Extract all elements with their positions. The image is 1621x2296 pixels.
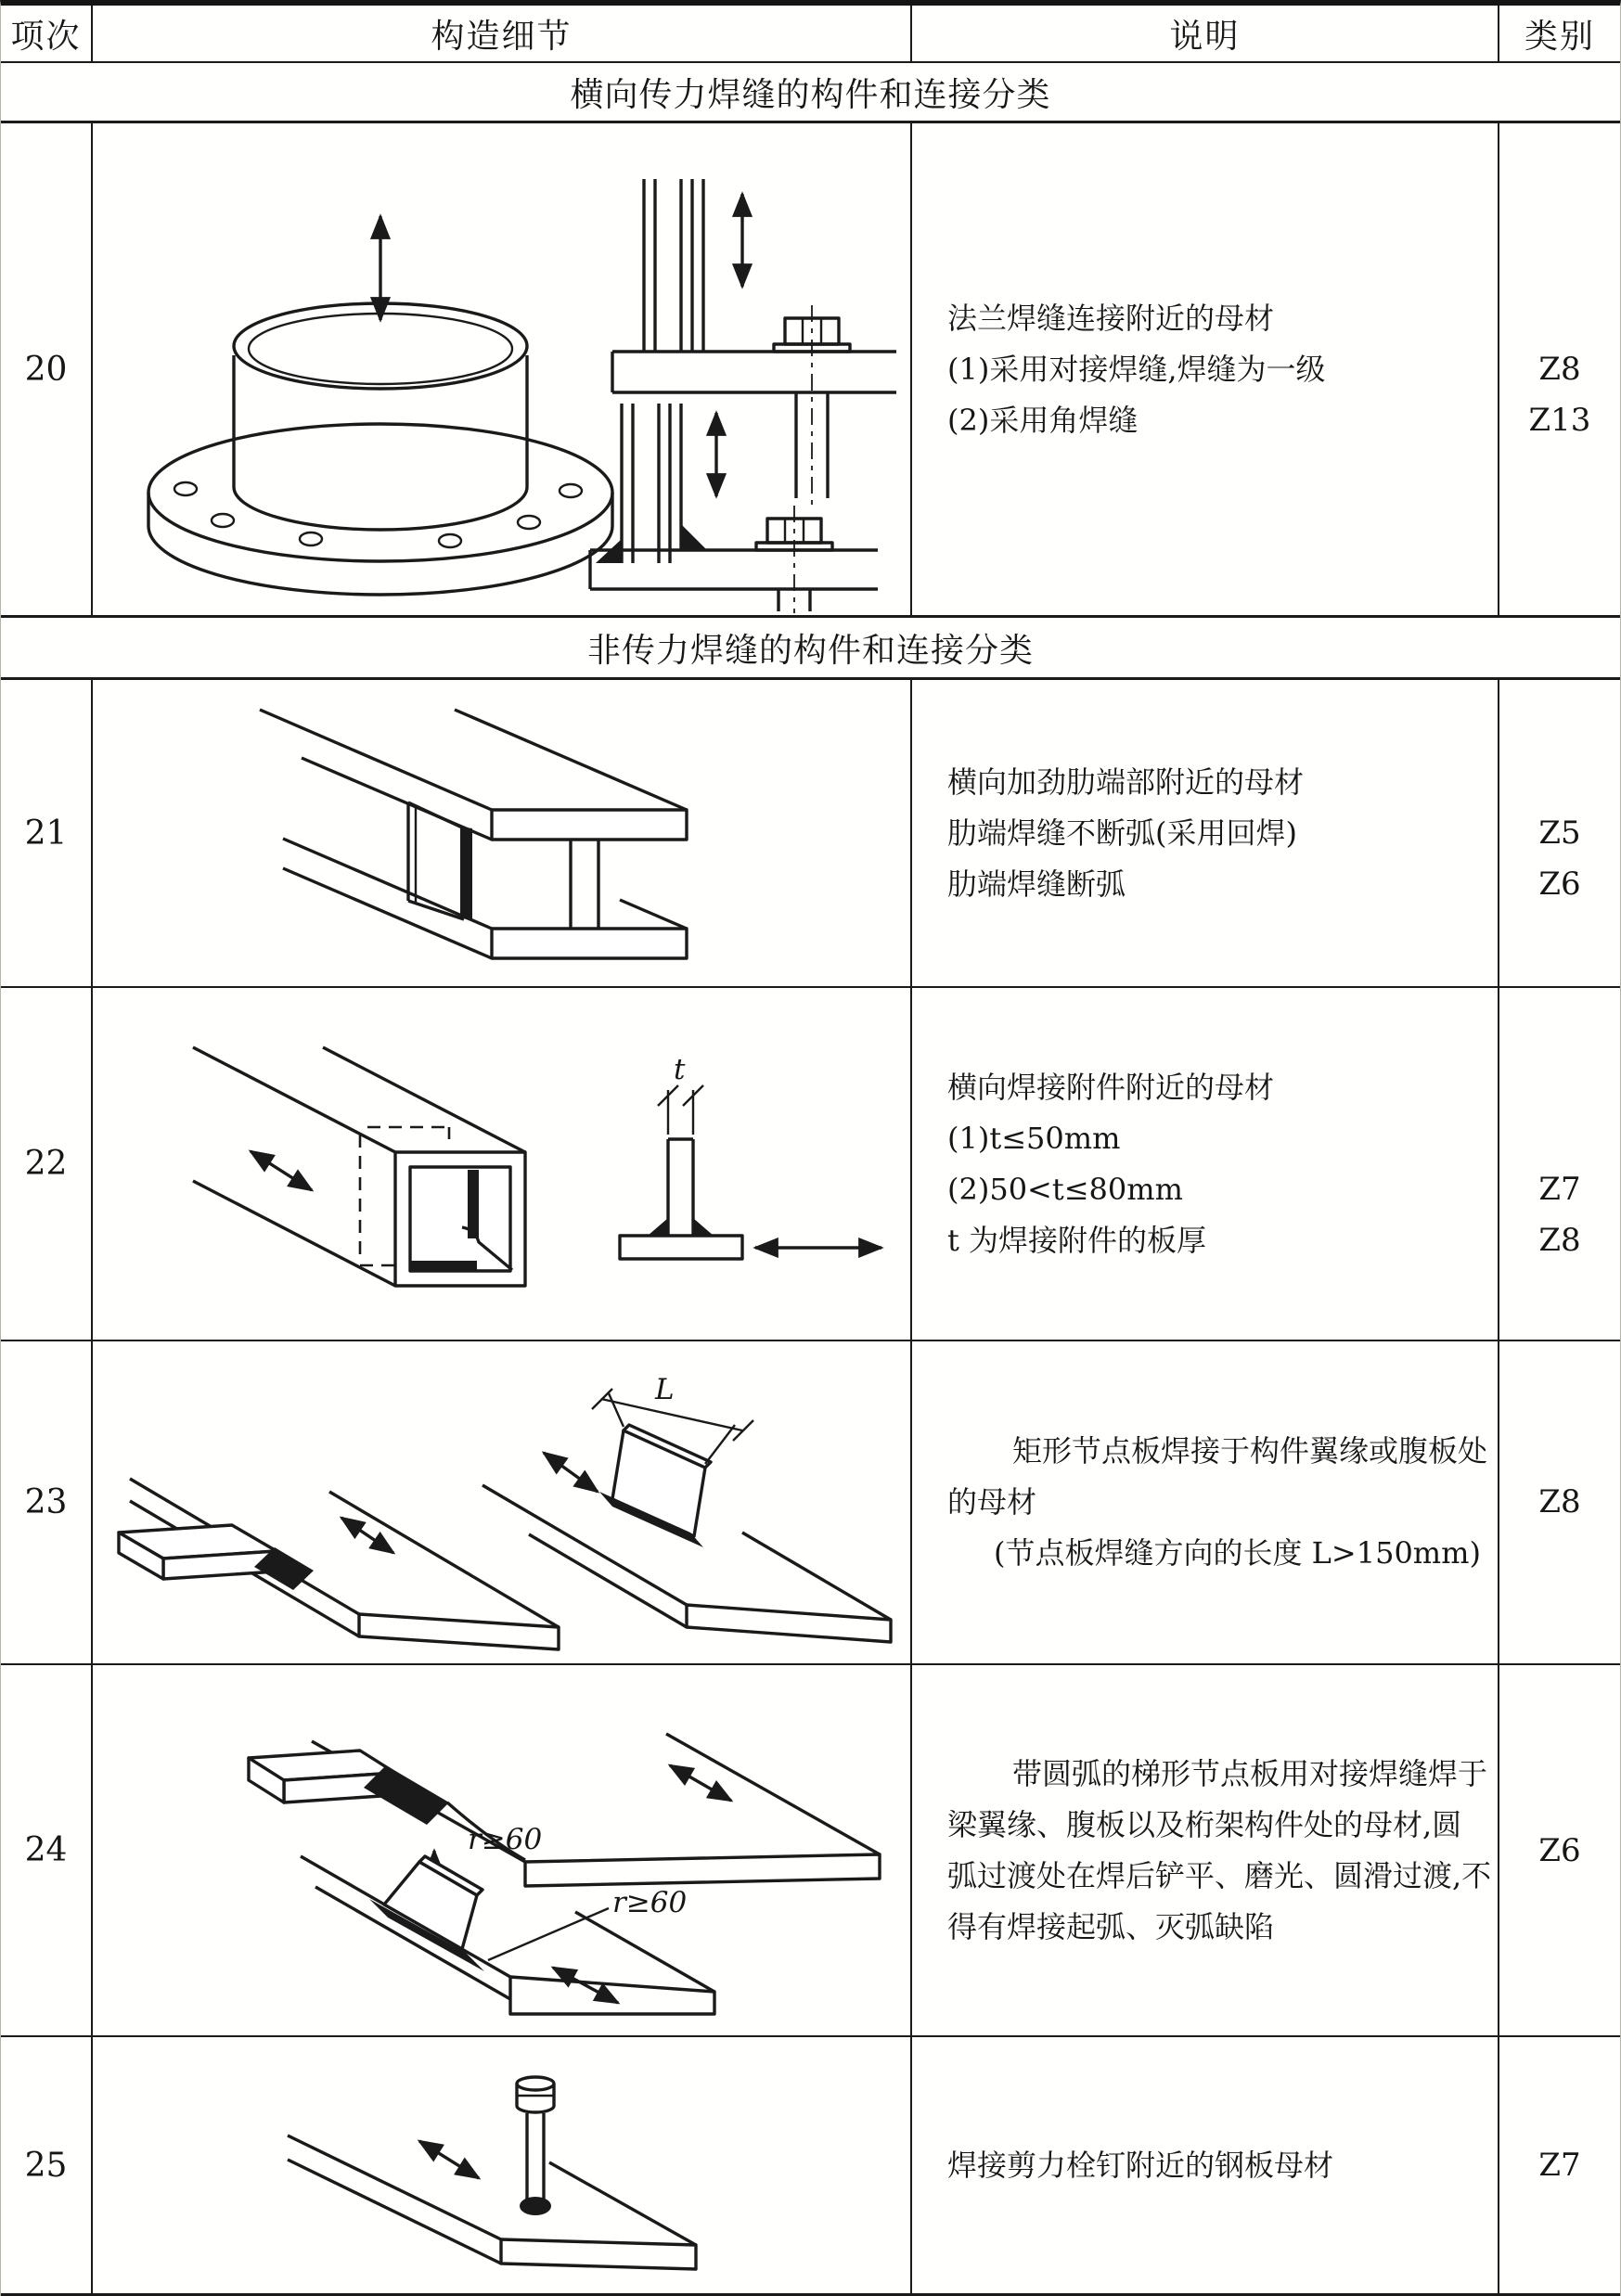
item-number: 22 <box>1 988 93 1340</box>
category-value <box>1555 1724 1564 1775</box>
table-row <box>1 988 1620 1341</box>
fillet-weld-mark <box>693 1218 714 1236</box>
description-cell <box>912 988 1499 1340</box>
item-number: 20 <box>1 123 93 615</box>
category-value: Z6 <box>1538 865 1581 903</box>
load-arrow-icon <box>419 2141 479 2178</box>
description-line: t 为焊接附件的板厚 <box>947 1222 1207 1258</box>
stud-weld-mark <box>520 2197 551 2215</box>
item-number: 21 <box>1 680 93 986</box>
description-line: 带圆弧的梯形节点板用对接焊缝焊于 <box>1012 1755 1488 1791</box>
shear-stud-diagram <box>93 2037 910 2293</box>
category-cell <box>1499 1341 1620 1663</box>
description-line: 得有焊接起弧、灭弧缺陷 <box>947 1908 1275 1944</box>
length-label: L <box>655 1373 675 1406</box>
category-cell <box>1499 988 1620 1340</box>
item-number: 23 <box>1 1341 93 1663</box>
category-value: Z8 <box>1538 350 1581 388</box>
category-value <box>1555 757 1564 808</box>
header-description: 说明 <box>912 6 1499 61</box>
category-value: Z8 <box>1538 1221 1581 1259</box>
flange-weld-connection-diagram <box>93 123 910 615</box>
header-category: 类别 <box>1524 17 1595 56</box>
category-value: Z6 <box>1538 1831 1581 1869</box>
description-line: 肋端焊缝不断弧(采用回焊) <box>947 815 1297 851</box>
category-value: Z7 <box>1538 1170 1581 1208</box>
category-value: Z7 <box>1538 2146 1581 2184</box>
description-cell <box>912 1341 1499 1663</box>
thickness-label: t <box>674 1053 686 1086</box>
category-value <box>1555 1062 1564 1113</box>
table-header-row <box>1 6 1620 63</box>
table-row <box>1 680 1620 988</box>
load-arrow-icon <box>341 1518 393 1553</box>
description-cell <box>912 2037 1499 2293</box>
description-cell <box>912 123 1499 615</box>
category-cell <box>1499 680 1620 986</box>
item-number: 24 <box>1 1665 93 2035</box>
diagram-cell <box>93 123 912 615</box>
description-line: (1)t≤50mm <box>947 1120 1121 1156</box>
description-line: 焊接剪力栓钉附近的钢板母材 <box>947 2147 1334 2183</box>
radius-label: r≥60 <box>468 1823 543 1856</box>
category-value <box>1555 293 1564 344</box>
description-line: 法兰焊缝连接附近的母材 <box>947 300 1275 336</box>
description-line: (2)50<t≤80mm <box>947 1171 1183 1207</box>
header-construction-detail: 构造细节 <box>93 6 912 61</box>
category-value <box>1555 1426 1564 1477</box>
description-line: 肋端焊缝断弧 <box>947 866 1126 902</box>
category-value <box>1555 1877 1564 1928</box>
description-line: (节点板焊缝方向的长度 L>150mm) <box>994 1535 1481 1571</box>
category-value <box>1555 1528 1564 1579</box>
description-line: 梁翼缘、腹板以及桁架构件处的母材,圆 <box>947 1806 1462 1842</box>
header-item-no: 项次 <box>1 6 93 61</box>
category-cell <box>1499 2037 1620 2293</box>
description-line: 的母材 <box>947 1484 1037 1520</box>
section-title-non-load-welds: 非传力焊缝的构件和连接分类 <box>1 618 1620 680</box>
description-cell <box>912 1665 1499 2035</box>
description-line: 弧过渡处在焊后铲平、磨光、圆滑过渡,不 <box>947 1857 1492 1893</box>
stiffener-weld-mark <box>460 827 472 921</box>
table-row <box>1 2037 1620 2296</box>
load-arrow-icon <box>251 1151 312 1190</box>
diagram-cell <box>93 988 912 1340</box>
attachment-weld-mark <box>410 1261 477 1271</box>
table-row <box>1 1665 1620 2037</box>
category-value: Z13 <box>1528 401 1591 439</box>
ibeam-stiffener-diagram <box>93 680 910 986</box>
rectangular-gusset-plate-diagram <box>93 1341 910 1663</box>
description-line: (1)采用对接焊缝,焊缝为一级 <box>947 351 1326 387</box>
description-cell <box>912 680 1499 986</box>
category-value <box>1555 1775 1564 1826</box>
table-row <box>1 123 1620 618</box>
category-value <box>1555 1113 1564 1164</box>
description-line: 横向焊接附件附近的母材 <box>947 1069 1275 1105</box>
fillet-weld-mark <box>681 524 707 550</box>
load-arrow-icon <box>670 1765 731 1801</box>
radius-label: r≥60 <box>612 1886 688 1919</box>
description-line: 矩形节点板焊接于构件翼缘或腹板处 <box>1012 1433 1488 1469</box>
description-line: (2)采用角焊缝 <box>947 402 1139 438</box>
table-row <box>1 1341 1620 1665</box>
category-value: Z5 <box>1538 814 1581 852</box>
trapezoid-gusset-arc-diagram <box>93 1665 910 2035</box>
category-cell <box>1499 1665 1620 2035</box>
category-cell <box>1499 123 1620 615</box>
box-section-attachment-diagram <box>93 988 910 1340</box>
item-number: 25 <box>1 2037 93 2293</box>
section-title-transverse-load-welds: 横向传力焊缝的构件和连接分类 <box>1 63 1620 123</box>
diagram-cell <box>93 1341 912 1663</box>
diagram-cell <box>93 680 912 986</box>
category-value: Z8 <box>1538 1483 1581 1520</box>
diagram-cell <box>93 2037 912 2293</box>
description-line: 横向加劲肋端部附近的母材 <box>947 763 1305 800</box>
fillet-weld-mark <box>648 1218 668 1236</box>
diagram-cell <box>93 1665 912 2035</box>
load-arrow-icon <box>544 1453 598 1492</box>
